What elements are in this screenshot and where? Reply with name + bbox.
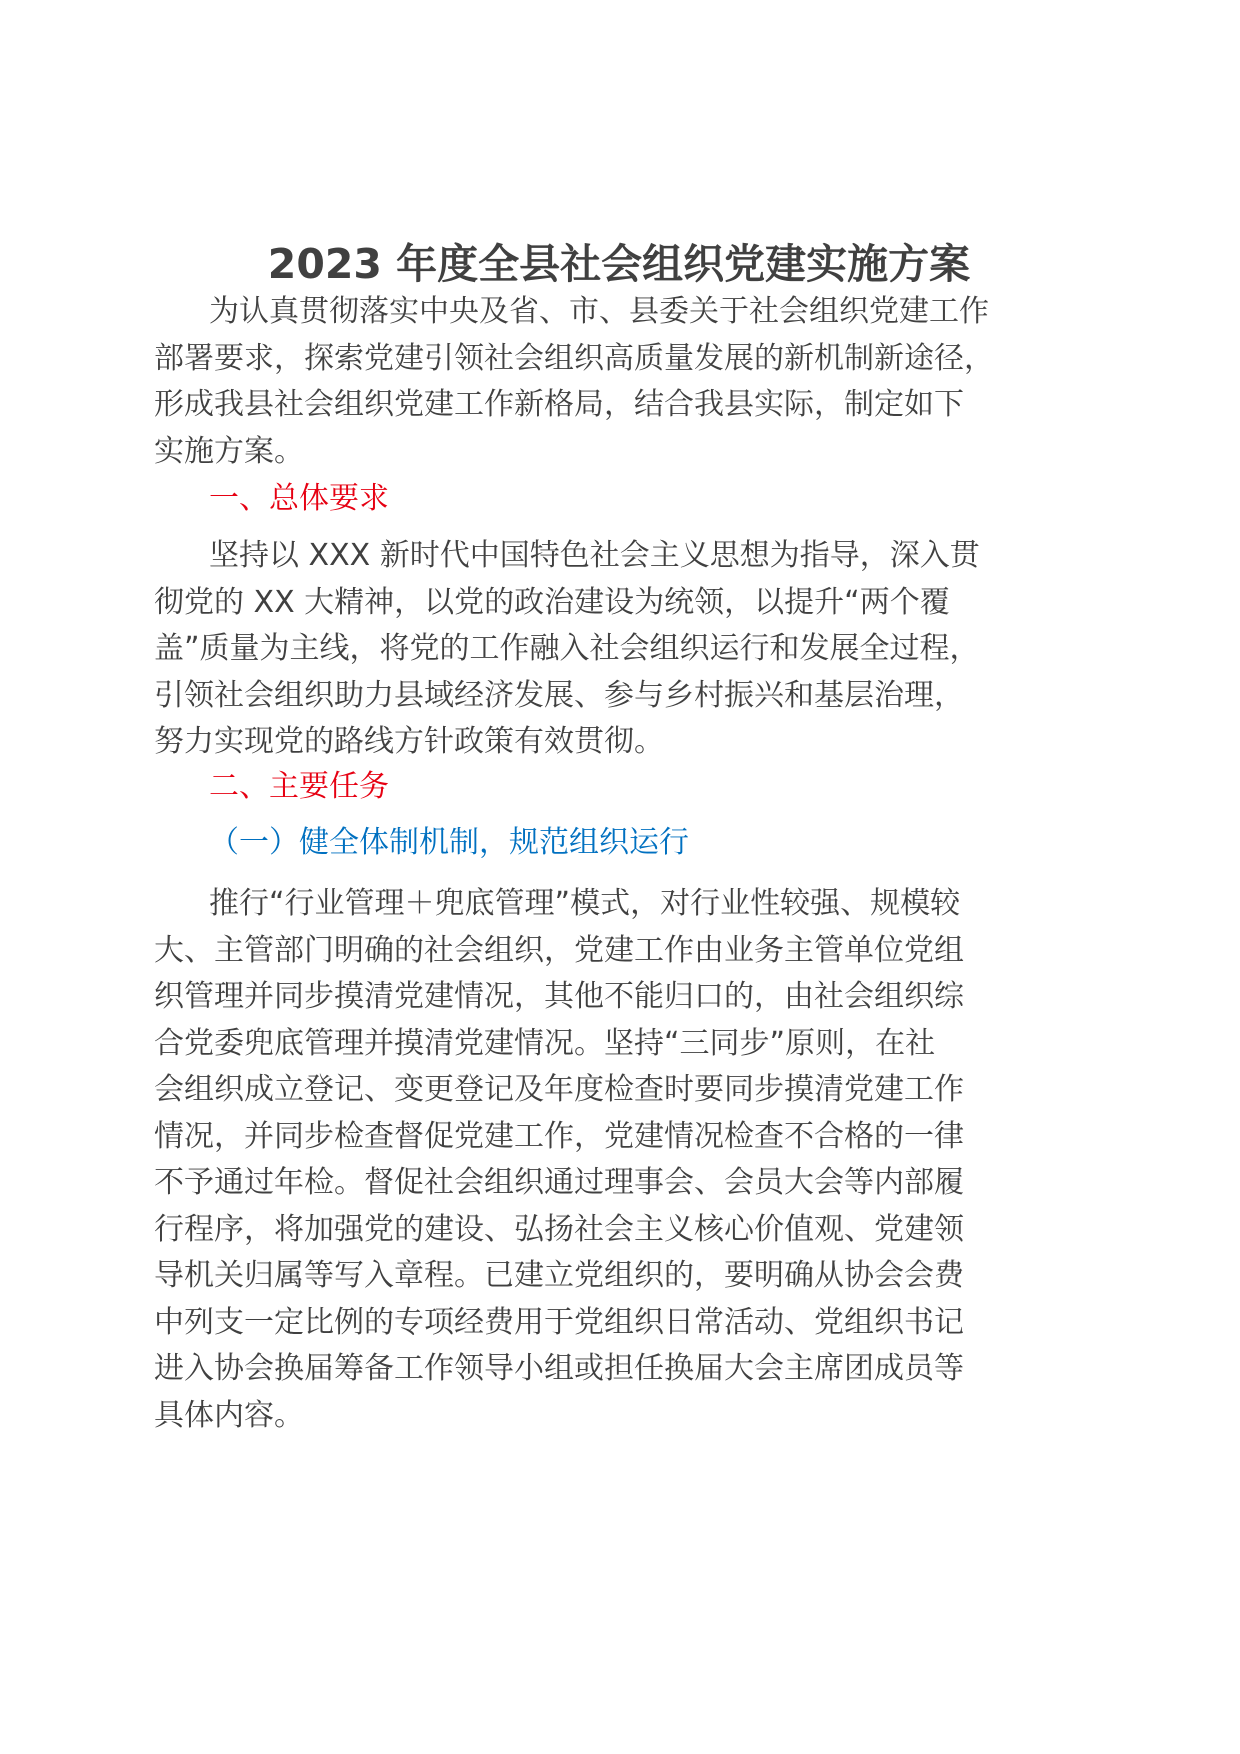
intro-line: 形成我县社会组织党建工作新格局，结合我县实际，制定如下 bbox=[154, 387, 964, 422]
subsection1-line: 进入协会换届筹备工作领导小组或担任换届大会主席团成员等 bbox=[154, 1351, 964, 1386]
section1-line: 坚持以 XXX 新时代中国特色社会主义思想为指导，深入贯 bbox=[209, 538, 980, 573]
subsection1-line: 导机关归属等写入章程。已建立党组织的，要明确从协会会费 bbox=[154, 1258, 964, 1293]
subsection1-line: 不予通过年检。督促社会组织通过理事会、会员大会等内部履 bbox=[154, 1165, 964, 1200]
section1-paragraph bbox=[154, 533, 1114, 766]
subsection1-line: 大、主管部门明确的社会组织，党建工作由业务主管单位党组 bbox=[154, 932, 964, 968]
subsection1-line: 合党委兜底管理并摸清党建情况。坚持“三同步”原则，在社 bbox=[154, 1025, 936, 1061]
subsection1-line: 行程序，将加强党的建设、弘扬社会主义核心价值观、党建领 bbox=[154, 1211, 964, 1247]
intro-line: 部署要求，探索党建引领社会组织高质量发展的新机制新途径， bbox=[154, 340, 994, 376]
subsection1-paragraph bbox=[154, 881, 1114, 1439]
section-heading-general-requirements: 一、总体要求 bbox=[209, 481, 389, 516]
section1-line: 努力实现党的路线方针政策有效贯彻。 bbox=[154, 724, 664, 759]
section-heading-main-tasks: 二、主要任务 bbox=[209, 769, 389, 804]
document-title: 2023 年度全县社会组织党建实施方案 bbox=[267, 240, 971, 288]
subsection1-line: 织管理并同步摸清党建情况，其他不能归口的，由社会组织综 bbox=[154, 979, 964, 1014]
section1-line: 彻党的 XX 大精神，以党的政治建设为统领，以提升“两个覆 bbox=[154, 584, 950, 620]
subsection-heading-mechanism: （一）健全体制机制，规范组织运行 bbox=[209, 825, 689, 860]
subsection1-line: 推行“行业管理＋兜底管理”模式，对行业性较强、规模较 bbox=[209, 886, 961, 921]
intro-line: 实施方案。 bbox=[154, 433, 304, 469]
intro-line: 为认真贯彻落实中央及省、市、县委关于社会组织党建工作 bbox=[209, 294, 989, 329]
section1-line: 盖”质量为主线，将党的工作融入社会组织运行和发展全过程， bbox=[154, 631, 980, 666]
intro-paragraph bbox=[154, 289, 1114, 475]
subsection1-line: 中列支一定比例的专项经费用于党组织日常活动、党组织书记 bbox=[154, 1304, 964, 1340]
subsection1-line: 会组织成立登记、变更登记及年度检查时要同步摸清党建工作 bbox=[154, 1072, 964, 1107]
section1-line: 引领社会组织助力县域经济发展、参与乡村振兴和基层治理， bbox=[154, 677, 964, 713]
subsection1-line: 情况，并同步检查督促党建工作，党建情况检查不合格的一律 bbox=[154, 1118, 964, 1154]
subsection1-line: 具体内容。 bbox=[154, 1397, 304, 1433]
